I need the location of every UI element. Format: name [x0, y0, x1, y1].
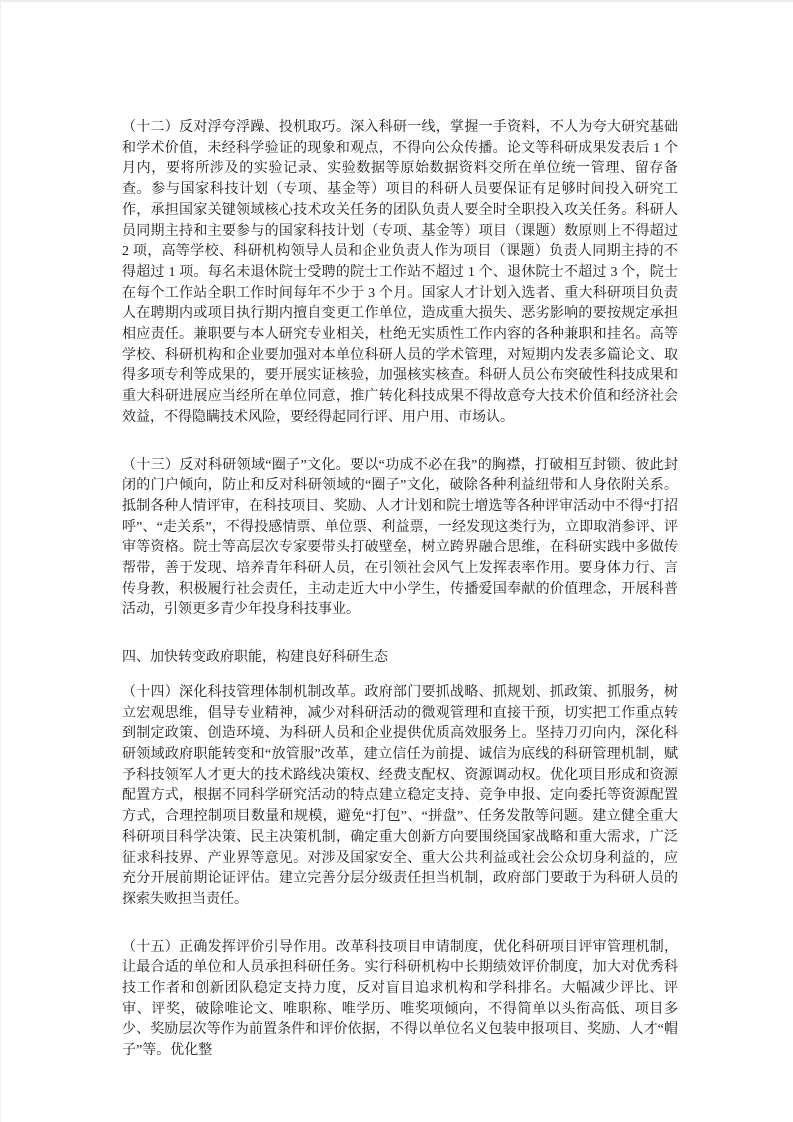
- paragraph-clause-13: （十三）反对科研领域“圈子”文化。要以“功成不必在我”的胸襟，打破相互封锁、彼此封闭的门户倾向，防止和反对科研领域的“圈子”文化，破除各种利益纽带和人身依附关系。抵制各种人情评审，在科技项目、奖励、人才计划和院士增选等各种评审活动中不得“打招呼”、“走关系”，不得投感情票、单位票、利益票，一经发现这类行为，立即取消参评、评审等资格。院士等高层次专家要带头打破壁垒，树立跨界融合思维，在科研实践中多做传帮带，善于发现、培养青年科研人员，在引领社会风气上发挥表率作用。要身体力行、言传身教，积极履行社会责任，主动走近大中小学生，传播爱国奉献的价值理念，开展科普活动，引领更多青少年投身科技事业。: [122, 457, 678, 618]
- document-content: [122, 118, 678, 1089]
- paragraph-clause-12: （十二）反对浮夸浮躁、投机取巧。深入科研一线，掌握一手资料，不人为夸大研究基础和学术价值，未经科学验证的现象和观点，不得向公众传播。论文等科研成果发表后 1 个月内，要将所涉及的实验记录、实验数据等原始数据资料交所在单位统一管理、留存备查。参与国家科技计划（专项、基金等）项目的科研人员要保证有足够时间投入研究工作，承担国家关键领域核心技术攻关任务的团队负责人要全时全职投入攻关任务。科研人员同期主持和主要参与的国家科技计划（专项、基金等）项目（课题）数原则上不得超过 2 项，高等学校、科研机构领导人员和企业负责人作为项目（课题）负责人同期主持的不得超过 1 项。每名未退休院士受聘的院士工作站不超过 1 个、退休院士不超过 3 个，院士在每个工作站全职工作时间每年不少于 3 个月。国家人才计划入选者、重大科研项目负责人在聘期内或项目执行期内擅自变更工作单位，造成重大损失、恶劣影响的要按规定承担相应责任。兼职要与本人研究专业相关，杜绝无实质性工作内容的各种兼职和挂名。高等学校、科研机构和企业要加强对本单位科研人员的学术管理，对短期内发表多篇论文、取得多项专利等成果的，要开展实证核验，加强核实核查。科研人员公布突破性科技成果和重大科研进展应当经所在单位同意，推广转化科技成果不得故意夸大技术价值和经济社会效益，不得隐瞒技术风险，要经得起同行评、用户用、市场认。: [122, 120, 678, 425]
- paragraph-clause-14: （十四）深化科技管理体制机制改革。政府部门要抓战略、抓规划、抓政策、抓服务，树立宏观思维，倡导专业精神，减少对科研活动的微观管理和直接干预，切实把工作重点转到制定政策、创造环境、为科研人员和企业提供优质高效服务上。坚持刀刃向内，深化科研领域政府职能转变和“放管服”改革，建立信任为前提、诚信为底线的科研管理机制，赋予科技领军人才更大的技术路线决策权、经费支配权、资源调动权。优化项目形成和资源配置方式，根据不同科学研究活动的特点建立稳定支持、竞争申报、定向委托等资源配置方式，合理控制项目数量和规模，避免“打包”、“拼盘”、任务发散等问题。建立健全重大科研项目科学决策、民主决策机制，确定重大创新方向要围绕国家战略和重大需求，广泛征求科技界、产业界等意见。对涉及国家安全、重大公共利益或社会公众切身利益的，应充分开展前期论证评估。建立完善分层分级责任担当机制，政府部门要敢于为科研人员的探索失败担当责任。: [122, 684, 678, 907]
- paragraph-clause-15: （十五）正确发挥评价引导作用。改革科技项目申请制度，优化科研项目评审管理机制，让最合适的单位和人员承担科研任务。实行科研机构中长期绩效评价制度，加大对优秀科技工作者和创新团队稳定支持力度，反对盲目追求机构和学科排名。大幅减少评比、评审、评奖，破除唯论文、唯职称、唯学历、唯奖项倾向，不得简单以头衔高低、项目多少、奖励层次等作为前置条件和评价依据，不得以单位名义包装申报项目、奖励、人才“帽子”等。优化整: [122, 939, 678, 1059]
- section-heading-part-4: 四、加快转变政府职能，构建良好科研生态: [122, 650, 388, 666]
